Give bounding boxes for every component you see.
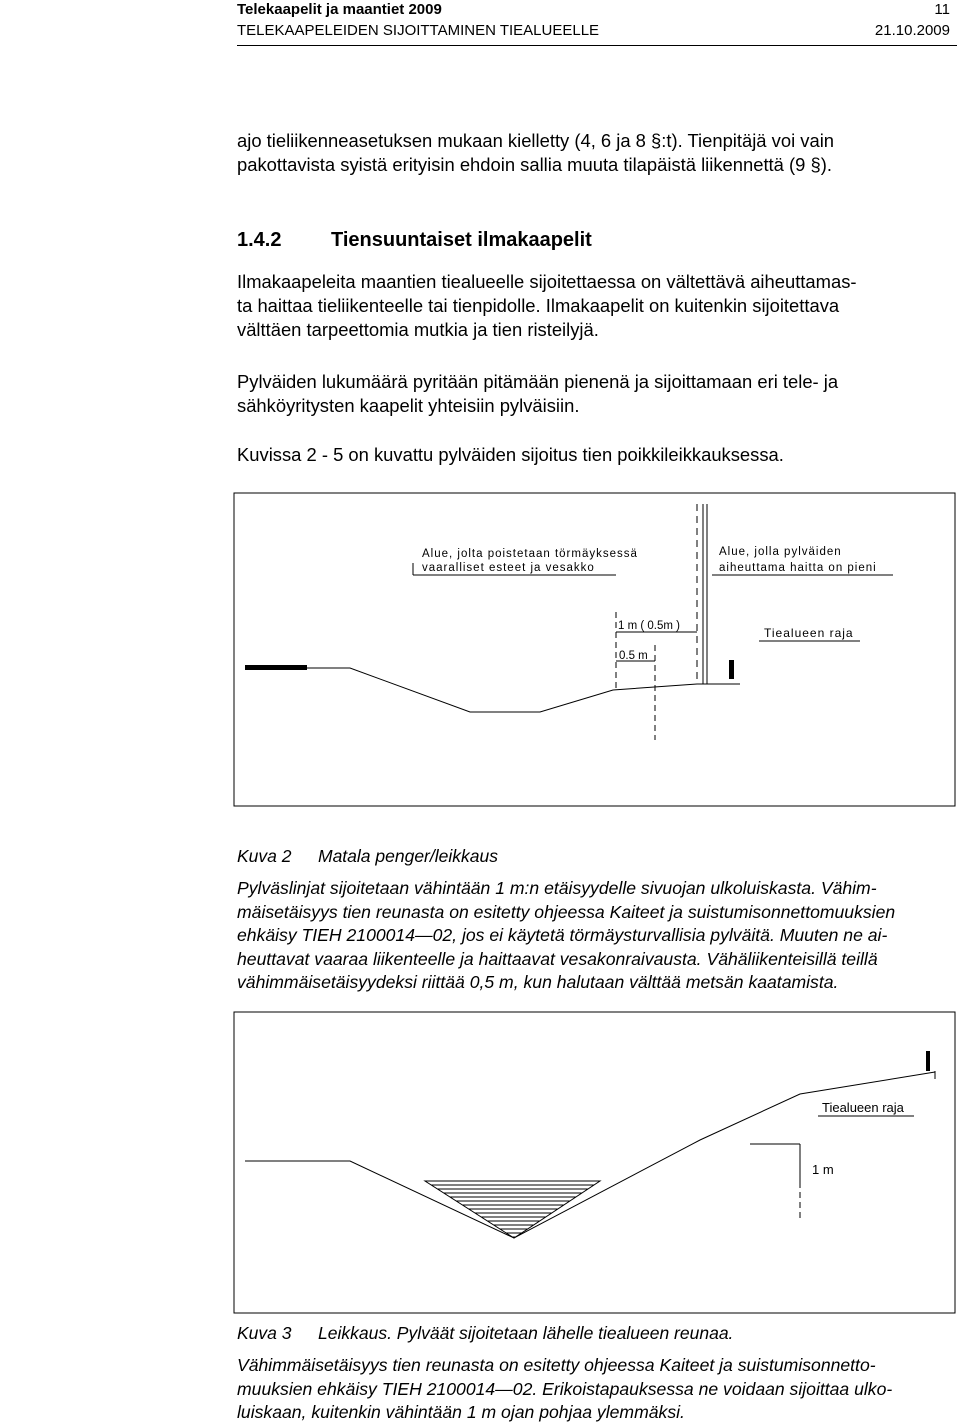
right-area-label: aiheuttama haitta on pieni <box>719 562 877 574</box>
figure-3-frame <box>234 1012 955 1313</box>
explanation-line: luiskaan, kuitenkin vähintään 1 m ojan pohjaa ylemmäksi. <box>237 1402 685 1422</box>
boundary-label: Tiealueen raja <box>764 626 854 640</box>
intro-line: ajo tieliikenneasetuksen mukaan kielletty (4, 6 ja 8 §:t). Tienpitäjä voi vain <box>237 130 835 151</box>
section-number: 1.4.2 <box>237 229 282 251</box>
explanation-line: muuksien ehkäisy TIEH 2100014—02. Erikoistapauksessa ne voidaan sijoittaa ulko- <box>237 1378 893 1399</box>
page-number: 11 <box>934 1 950 18</box>
left-area-label: vaaralliset esteet ja vesakko <box>422 562 595 574</box>
boundary-post <box>926 1051 930 1071</box>
body-line: Pylväiden lukumäärä pyritään pitämään pienenä ja sijoittamaan eri tele- ja <box>237 371 839 392</box>
explanation-line: vähimmäisetäisyydeksi riittää 0,5 m, kun halutaan välttää metsän kaatamista. <box>237 972 839 992</box>
figure-3-caption-label: Kuva 3 <box>237 1323 292 1343</box>
explanation-line: Vähimmäisetäisyys tien reunasta on esitetty ohjeessa Kaiteet ja suistumisonnetto- <box>237 1355 876 1375</box>
explanation-line: Pylväslinjat sijoitetaan vähintään 1 m:n etäisyydelle sivuojan ulkoluiskasta. Vähim- <box>237 878 877 898</box>
explanation-line: mäisetäisyys tien reunasta on esitetty ohjeessa Kaiteet ja suistumisonnettomuuksien <box>237 901 896 922</box>
body-line: Ilmakaapeleita maantien tiealueelle sijoitettaessa on vältettävä aiheuttamas- <box>237 271 857 292</box>
explanation-line: heuttavat vaaraa liikenteelle ja haittaavat vesakonraivausta. Vähäliikenteisillä teillä <box>237 948 878 969</box>
dimension-1m-label: 1 m <box>812 1162 834 1177</box>
section-title: Tiensuuntaiset ilmakaapelit <box>331 229 592 251</box>
figure-3-caption-text: Leikkaus. Pylväät sijoitetaan lähelle tiealueen reunaa. <box>318 1323 734 1343</box>
figure-2-caption-label: Kuva 2 <box>237 846 292 866</box>
document-subtitle: TELEKAAPELEIDEN SIJOITTAMINEN TIEALUEELLE <box>237 22 600 39</box>
left-area-label: Alue, jolta poistetaan törmäyksessä <box>422 548 638 560</box>
intro-line: pakottavista syistä erityisin ehdoin sallia muuta tilapäistä liikennettä (9 §). <box>237 154 832 175</box>
boundary-label: Tiealueen raja <box>822 1100 904 1115</box>
dimension-1m-label: 1 m ( 0.5m ) <box>618 620 680 632</box>
figure-3-explanation <box>237 1354 955 1425</box>
dimension-05m-label: 0.5 m <box>619 650 648 662</box>
document-date: 21.10.2009 <box>874 22 950 39</box>
body-line: sähköyritysten kaapelit yhteisiin pylväisiin. <box>237 395 580 416</box>
body-line: ta haittaa tieliikenteelle tai tienpidolle. Ilmakaapelit on kuitenkin sijoitettava <box>237 295 840 316</box>
right-area-label: Alue, jolla pylväiden <box>719 546 842 558</box>
figure-3-caption <box>237 1322 733 1345</box>
body-line: välttäen tarpeettomia mutkia ja tien risteilyjä. <box>237 319 599 340</box>
figure-2-caption-text: Matala penger/leikkaus <box>318 846 498 866</box>
explanation-line: ehkäisy TIEH 2100014—02, jos ei käytetä törmäysturvallisia pylväitä. Muuten ne ai- <box>237 925 888 945</box>
document-title: Telekaapelit ja maantiet 2009 <box>237 1 442 18</box>
body-line: Kuvissa 2 - 5 on kuvattu pylväiden sijoitus tien poikkileikkauksessa. <box>237 444 784 465</box>
